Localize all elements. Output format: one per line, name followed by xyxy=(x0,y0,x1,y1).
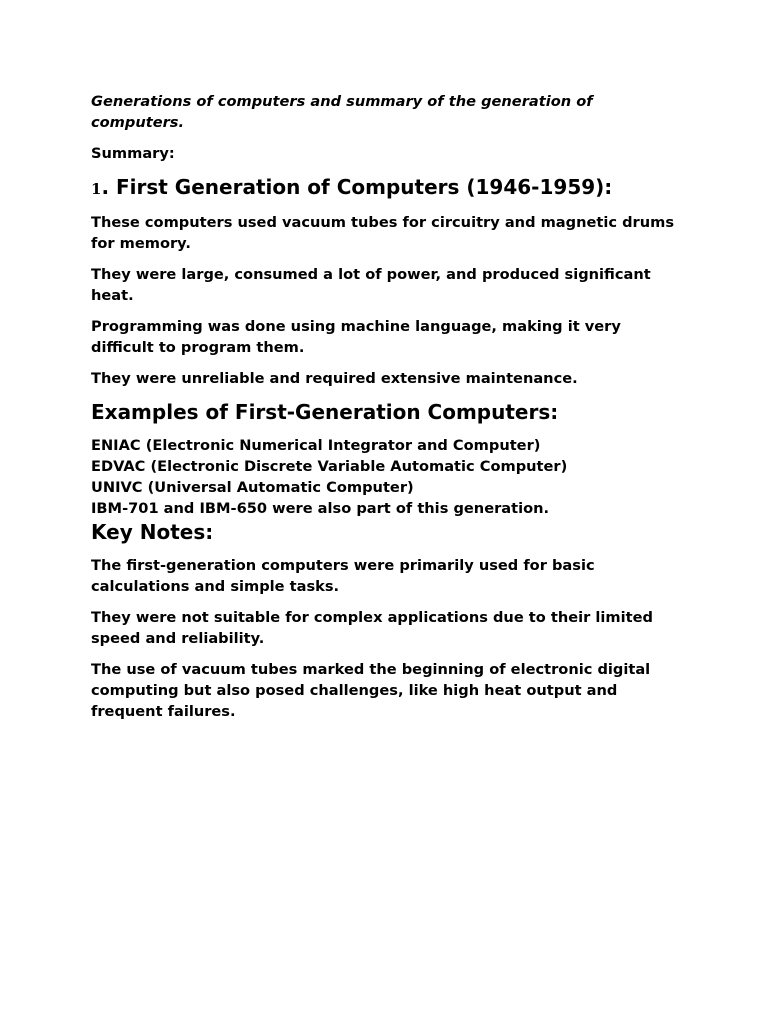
paragraph: These computers used vacuum tubes for circuitry and magnetic drums for memory. xyxy=(91,214,675,252)
key-notes-heading: Key Notes: xyxy=(91,520,214,544)
paragraph: They were large, consumed a lot of power, and produced significant heat. xyxy=(91,266,651,304)
list-item: EDVAC (Electronic Discrete Variable Automatic Computer) xyxy=(91,458,568,475)
paragraph: They were unreliable and required extensive maintenance. xyxy=(91,370,578,387)
paragraph: The first-generation computers were primarily used for basic calculations and simple tasks. xyxy=(91,557,595,595)
document-page xyxy=(91,91,681,732)
examples-heading: Examples of First-Generation Computers: xyxy=(91,400,559,424)
list-item: UNIVC (Universal Automatic Computer) xyxy=(91,479,414,496)
paragraph: Programming was done using machine language, making it very difficult to program them. xyxy=(91,318,621,356)
list-item: IBM-701 and IBM-650 were also part of this generation. xyxy=(91,500,550,517)
paragraph: The use of vacuum tubes marked the beginning of electronic digital computing but also posed challenges, like high heat output and frequent failures. xyxy=(91,661,651,720)
document-title: Generations of computers and summary of the generation of computers. xyxy=(91,93,593,131)
list-item: ENIAC (Electronic Numerical Integrator and Computer) xyxy=(91,437,541,454)
section-number: 1 xyxy=(91,180,102,198)
examples-list xyxy=(91,435,681,519)
summary-label: Summary: xyxy=(91,145,175,162)
paragraph: They were not suitable for complex applications due to their limited speed and reliability. xyxy=(91,609,653,647)
section-heading-text: . First Generation of Computers (1946-1959): xyxy=(101,175,613,199)
section-heading-first-generation xyxy=(91,174,681,202)
